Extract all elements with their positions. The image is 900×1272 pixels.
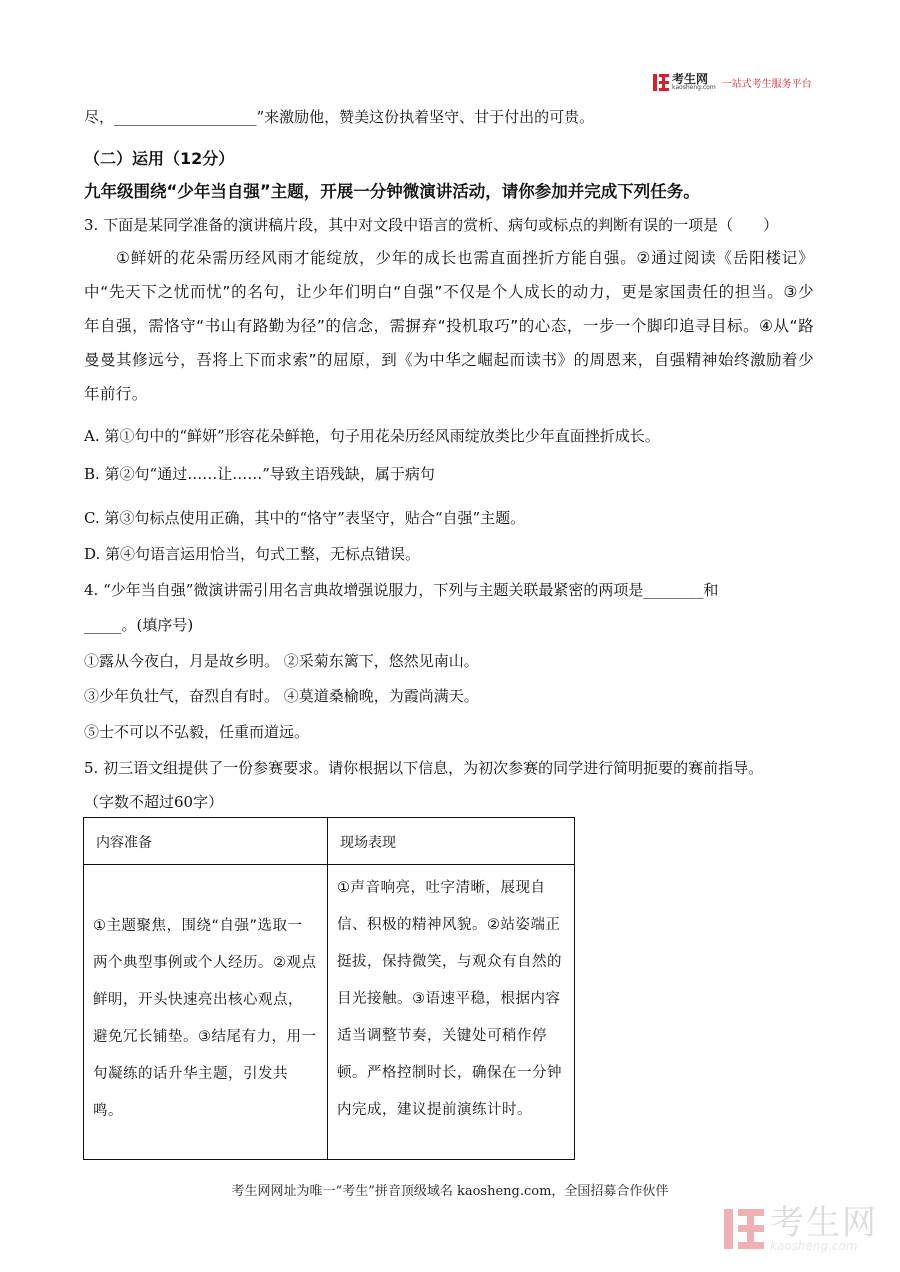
question-4-blank: _____。(填序号) — [84, 616, 194, 634]
kaosheng-logo-icon — [653, 74, 669, 91]
watermark-logo-icon — [724, 1209, 764, 1249]
logo-name: 考生网 — [672, 72, 709, 86]
watermark — [724, 1203, 878, 1253]
option-a: A. 第①句中的“鲜妍”形容花朵鲜艳，句子用花朵历经风雨绽放类比少年直面挫折成长。 — [84, 427, 660, 445]
table-header-performance: 现场表现 — [340, 835, 396, 851]
watermark-name: 考生网 — [770, 1203, 878, 1243]
question-3: 3. 下面是某同学准备的演讲稿片段，其中对文段中语言的赏析、病句或标点的判断有误的一项是（ ） — [84, 216, 779, 234]
q4-options-row-2: ③少年负壮气，奋烈自有时。 ④莫道桑榆晚，为霞尚满天。 — [84, 687, 479, 705]
continued-line: 尽，___________________”来激励他，赞美这份执着坚守、甘于付出的可贵。 — [84, 108, 595, 126]
logo-domain: kaosheng.com — [672, 84, 716, 91]
task-intro: 九年级围绕“少年当自强”主题，开展一分钟微演讲活动，请你参加并完成下列任务。 — [84, 182, 700, 201]
q4-options-row-3: ⑤士不可以不弘毅，任重而道远。 — [84, 723, 310, 741]
q4-options-row-1: ①露从今夜白，月是故乡明。 ②采菊东篱下，悠然见南山。 — [84, 652, 479, 670]
option-c: C. 第③句标点使用正确，其中的“恪守”表坚守，贴合“自强”主题。 — [84, 509, 526, 527]
section-heading: （二）运用（12分） — [84, 149, 235, 168]
logo-slogan: 一站式考生服务平台 — [721, 78, 812, 90]
footer-text: 考生网网址为唯一“考生”拼音顶级域名 kaosheng.com，全国招募合作伙伴 — [231, 1184, 669, 1199]
option-d: D. 第④句语言运用恰当，句式工整，无标点错误。 — [84, 545, 421, 563]
table-cell-content: ①主题聚焦，围绕“自强”选取一两个典型事例或个人经历。②观点鲜明，开头快速亮出核心观点，避免冗长铺垫。③结尾有力，用一句凝练的话升华主题，引发共鸣。 — [93, 918, 317, 1119]
option-b: B. 第②句“通过……让……”导致主语残缺，属于病句 — [84, 465, 435, 483]
table-cell-performance: ①声音响亮，吐字清晰，展现自信、积极的精神风貌。②站姿端正挺拔，保持微笑，与观众有自然的目光接触。③语速平稳，根据内容适当调整节奏，关键处可稍作停顿。严格控制时长，确保在一分钟内完成，建议提前演练计时。 — [337, 880, 562, 1118]
requirements-table — [83, 817, 575, 1160]
question-5: 5. 初三语文组提供了一份参赛要求。请你根据以下信息，为初次参赛的同学进行简明扼要的赛前指导。 — [84, 759, 764, 777]
speech-passage: ①鲜妍的花朵需历经风雨才能绽放，少年的成长也需直面挫折方能自强。②通过阅读《岳阳楼记》中“先天下之忧而忧”的名句，让少年们明白“自强”不仅是个人成长的动力，更是家国责任的担当。③少年自强，需恪守“书山有路勤为径”的信念，需摒弃“投机取巧”的心态，一步一个脚印追寻目标。④从“路曼曼其修远兮，吾将上下而求索”的屈原，到《为中华之崛起而读书》的周恩来，自强精神始终激励着少年前行。 — [84, 249, 814, 403]
watermark-domain: kaosheng.com — [770, 1239, 858, 1253]
header-logo — [653, 72, 812, 92]
question-5-limit: （字数不超过60字） — [84, 793, 224, 811]
table-header-content: 内容准备 — [96, 835, 152, 851]
question-4: 4. “少年当自强”微演讲需引用名言典故增强说服力，下列与主题关联最紧密的两项是________和 — [84, 581, 719, 599]
